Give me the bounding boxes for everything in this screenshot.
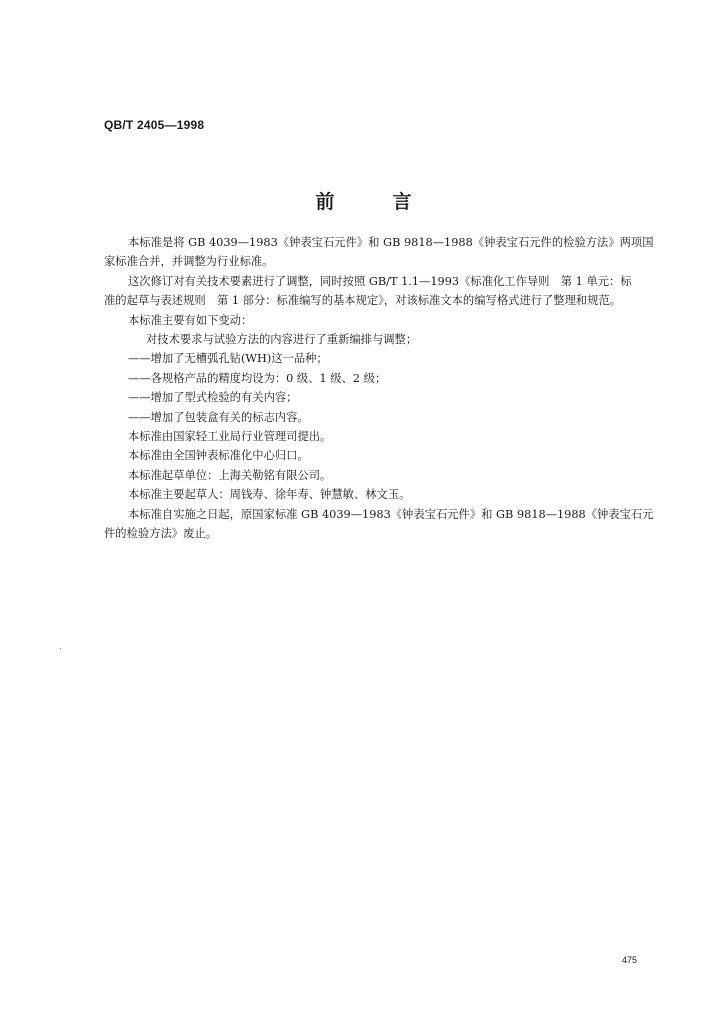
paragraph-line: 本标准主要起草人：周钱寿、徐年寿、钟慧敏、林文玉。 (128, 488, 411, 502)
paragraph-line: 这次修订对有关技术要素进行了调整，同时按照 GB/T 1.1—1993《标准化工作导则 第 1 单元：标 (128, 274, 632, 288)
preface-body (104, 233, 664, 544)
paragraph-line: 家标准合并，并调整为行业标准。 (104, 255, 274, 269)
paragraph-line: 本标准主要有如下变动： (128, 313, 253, 327)
page-number: 475 (622, 955, 638, 965)
paragraph-line: 本标准是将 GB 4039—1983《钟表宝石元件》和 GB 9818—1988《钟表宝石元件的检验方法》两项国 (128, 236, 654, 249)
list-item: ——增加了型式检验的有关内容； (128, 391, 298, 405)
list-item: 对技术要求与试验方法的内容进行了重新编排与调整； (146, 333, 418, 347)
paragraph-line: 本标准由全国钟表标准化中心归口。 (128, 449, 309, 463)
paragraph-line: 准的起草与表述规则 第 1 部分：标准编写的基本规定》，对该标准文本的编写格式进行了整理和规范。 (104, 294, 622, 308)
list-item: ——增加了无槽弧孔钻(WH)这一品种； (128, 352, 328, 366)
heading-char-2: 言 (392, 191, 412, 213)
preface-heading (0, 190, 727, 214)
list-item: ——各规格产品的精度均设为：0 级、1 级、2 级； (128, 371, 387, 385)
paragraph-line: 本标准由国家轻工业局行业管理司提出。 (128, 430, 332, 444)
paragraph-line: 本标准自实施之日起，原国家标准 GB 4039—1983《钟表宝石元件》和 GB 9818—1988《钟表宝石元 (128, 507, 654, 521)
scan-speck (60, 648, 61, 649)
list-item: ——增加了包装盒有关的标志内容。 (128, 410, 309, 424)
heading-char-1: 前 (315, 191, 335, 213)
paragraph-line: 本标准起草单位：上海关勒铭有限公司。 (128, 468, 332, 482)
paragraph-line: 件的检验方法》废止。 (104, 527, 217, 541)
standard-code: QB/T 2405—1998 (104, 118, 205, 132)
